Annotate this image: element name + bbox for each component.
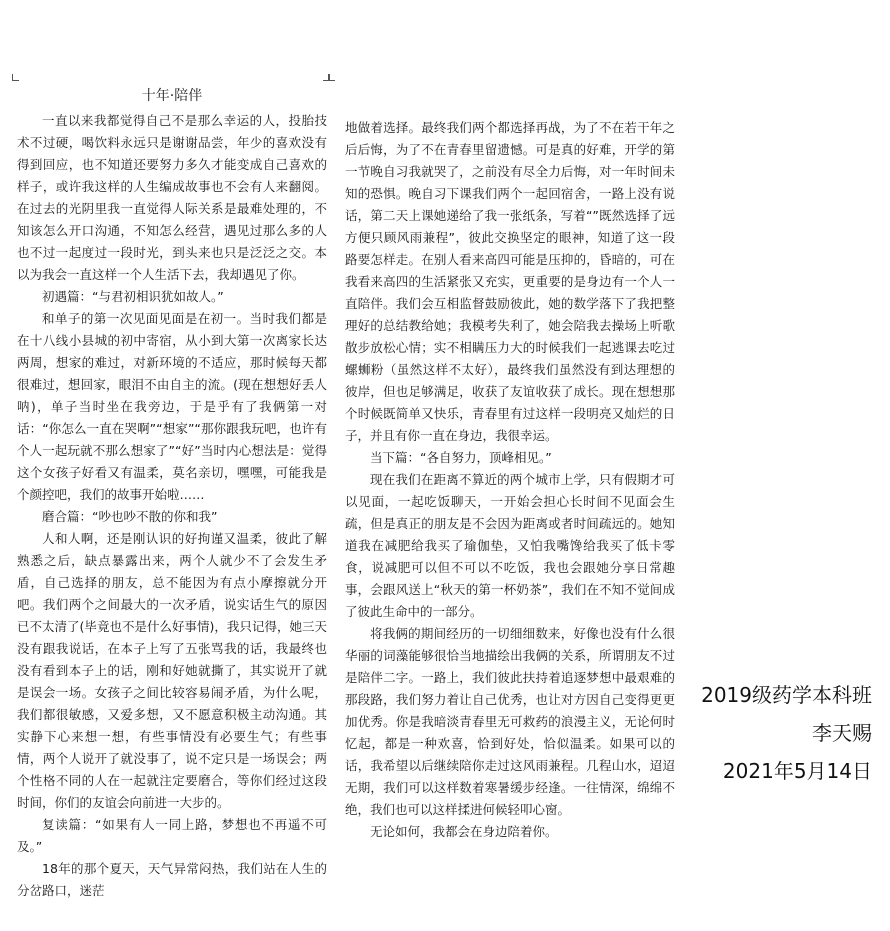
- left-column: [17, 84, 327, 902]
- paragraph-repeat-year-start: 18年的那个夏天，天气异常闷热，我们站在人生的分岔路口，迷茫: [17, 861, 327, 898]
- signature-date: 2021年5月14日: [722, 759, 872, 783]
- paragraph-reflection: 将我俩的期间经历的一切细细数来，好像也没有什么很华丽的词藻能够很恰当地描绘出我俩的关系，所谓朋友不过是陪伴二字。一路上，我们彼此扶持着追逐梦想中最艰难的那段路，我们努力着让自己优秀，也让对方因自己变得更更加优秀。你是我暗淡青春里无可救药的浪漫主义，无论何时忆起，都是一种欢喜，恰到好处，恰似温柔。如果可以的话，我希望以后继续陪你走过这风雨兼程。几程山水，迢迢无期，我们可以这样数着寒暑缓步经逢。一往情深，绵绵不绝，我们也可以这样揉进何候轻叩心窗。: [345, 626, 675, 817]
- paragraph-closing: 无论如何，我都会在身边陪着你。: [370, 824, 558, 839]
- section-heading-adjustment: 磨合篇：“吵也吵不散的你和我”: [42, 509, 218, 524]
- section-heading-repeat-year: 复读篇：“如果有人一同上路，梦想也不再遥不可及。”: [17, 817, 327, 854]
- paragraph-present: 现在我们在距离不算近的两个城市上学，只有假期才可以见面，一起吃饭聊天，一开始会担心长时间不见面会生疏，但是真正的朋友是不会因为距离或者时间疏远的。她知道我在减肥给我买了瑜伽垫，又怕我嘴馋给我买了低卡零食，说减肥可以但不可以不吃饭，我也会跟她分享日常趣事，会跟风送上“秋天的第一杯奶茶”，我们在不知不觉间成了彼此生命中的一部分。: [345, 472, 675, 619]
- paragraph-first-meeting: 和单子的第一次见面见面是在初一。当时我们都是在十八线小县城的初中寄宿，从小到大第一次离家长达两周，想家的难过，对新环境的不适应，那时候每天都很难过，想回家，眼泪不由自主的流。(现在想想好丢人呐)，单子当时坐在我旁边，于是乎有了我俩第一对话：“你怎么一直在哭啊”“想家”“那你跟我玩吧，也许有个人一起玩就不那么想家了”“好”当时内心想法是：觉得这个女孩子好看又有温柔，莫名亲切，嘿嘿，可能我是个颜控吧，我们的故事开始啦……: [17, 311, 327, 502]
- paragraph-repeat-year-continued: 地做着选择。最终我们两个都选择再战，为了不在若干年之后后悔，为了不在青春里留遗憾。可是真的好难，开学的第一节晚自习我就哭了，之前没有尽全力后悔，对一年时间未知的恐惧。晚自习下课我们两个一起回宿舍，一路上没有说话，第二天上课她递给了我一张纸条，写着“”既然选择了远方便只顾风雨兼程”，彼此交换坚定的眼神，知道了这一段路要怎样走。在别人看来高四可能是压抑的，昏暗的，可在我看来高四的生活紧张又充实，更重要的是身边有一个人一直陪伴。我们会互相监督鼓励彼此，她的数学落下了我把整理好的总结教给她；我模考失利了，她会陪我去操场上听歌散步放松心情；实不相瞒压力大的时候我们一起逃课去吃过螺蛳粉（虽然这样不太好），最终我们虽然没有到达理想的彼岸，但也足够满足，收获了友谊收获了成长。现在想想那个时候既简单又快乐，青春里有过这样一段明亮又灿烂的日子，并且有你一直在身边，我很幸运。: [345, 120, 675, 443]
- signature-block: [701, 676, 872, 790]
- right-column: [345, 117, 675, 843]
- essay-title: 十年·陪伴: [141, 88, 203, 104]
- paragraph-adjustment: 人和人啊，还是刚认识的好拘谨又温柔，彼此了解熟悉之后，缺点暴露出来，两个人就少不了会发生矛盾，自己选择的朋友，总不能因为有点小摩擦就分开吧。我们两个之间最大的一次矛盾，说实话生气的原因已不太清了(毕竟也不是什么好事情)，我只记得，她三天没有跟我说话，在本子上写了五张骂我的话，我最终也没有看到本子上的话，刚和好她就撕了，其实说开了就是误会一场。女孩子之间比较容易闹矛盾，为什么呢，我们都很敏感，又爱多想，又不愿意积极主动沟通。其实静下心来想一想，有些事情没有必要生气；有些事情，两个人说开了就没事了，说不定只是一场误会；两个性格不同的人在一起就注定要磨合，等你们经过这段时间，你们的友谊会向前进一大步的。: [17, 531, 327, 810]
- signature-class: 2019级药学本科班: [701, 683, 872, 707]
- section-heading-present: 当下篇：“各自努力，顶峰相见。”: [370, 450, 552, 465]
- crop-mark-top-middle: [328, 74, 335, 81]
- paragraph-intro: 一直以来我都觉得自己不是那么幸运的人，投胎技术不过硬，喝饮料永远只是谢谢品尝，年少的喜欢没有得到回应，也不知道还要努力多久才能变成自己喜欢的样子，或许我这样的人生编成故事也不会有人来翻阅。在过去的光阴里我一直觉得人际关系是最难处理的，不知该怎么开口沟通，不知怎么经营，遇见过那么多的人也不过一起度过一段时光，到头来也只是泛泛之交。本以为我会一直这样一个人生活下去，我却遇见了你。: [17, 113, 327, 282]
- section-heading-first-meeting: 初遇篇：“与君初相识犹如故人。”: [42, 289, 224, 304]
- signature-name: 李天赐: [812, 721, 872, 745]
- crop-mark-top-left: [12, 74, 19, 81]
